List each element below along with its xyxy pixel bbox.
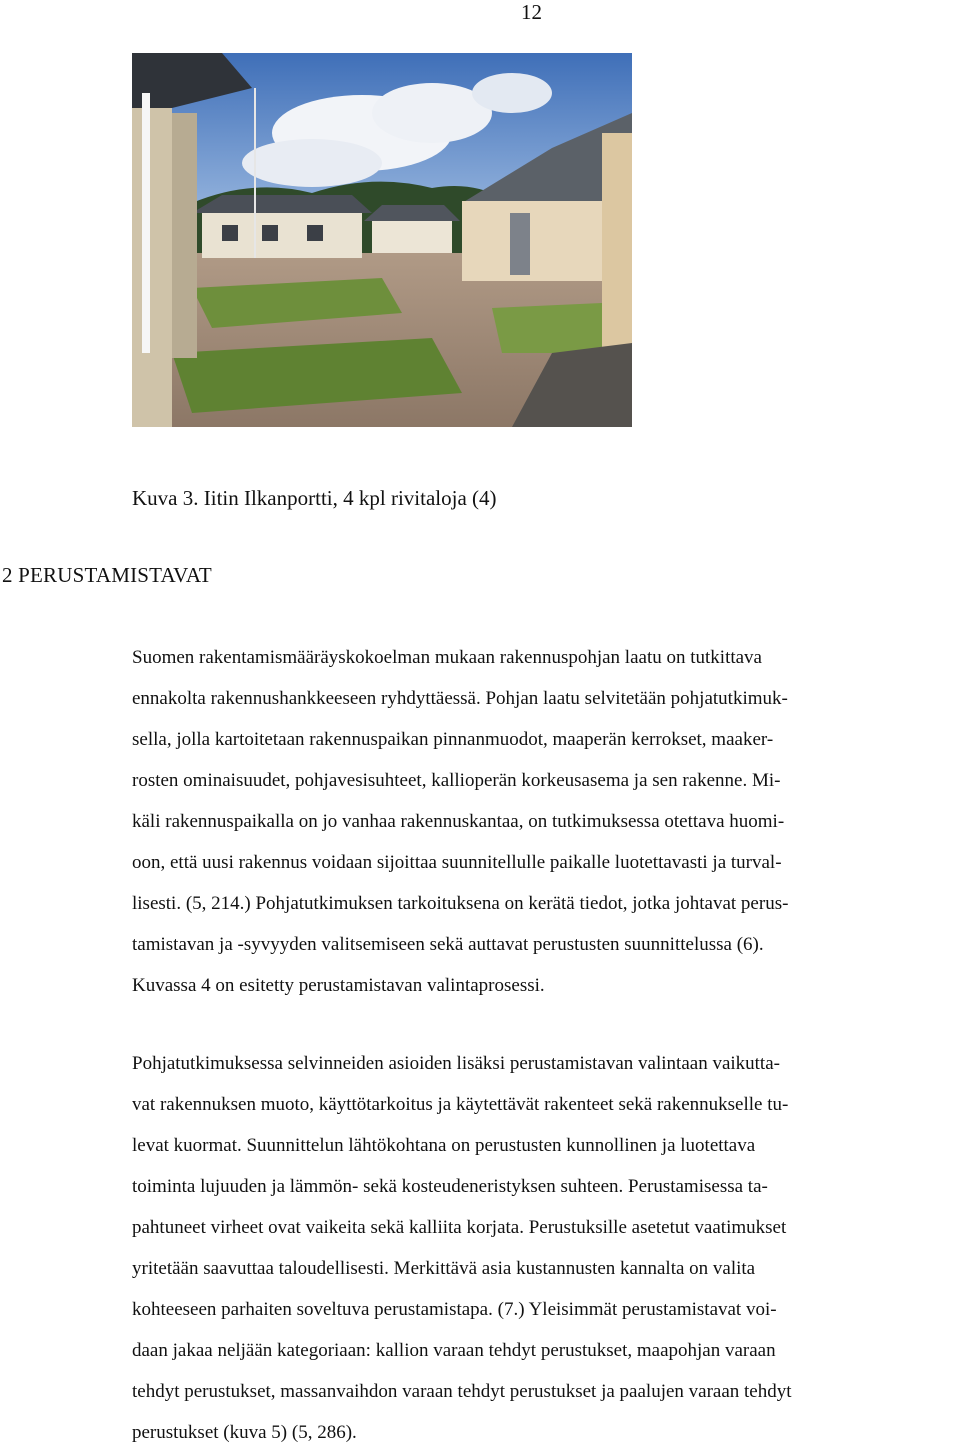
paragraph-line: daan jakaa neljään kategoriaan: kallion varaan tehdyt perustukset, maapohjan varaan	[132, 1340, 776, 1361]
paragraph	[132, 1043, 792, 1453]
downpipe	[142, 93, 150, 353]
flag-pole	[254, 88, 256, 258]
cloud	[242, 139, 382, 187]
paragraph-line: lisesti. (5, 214.) Pohjatutkimuksen tarkoituksena on kerätä tiedot, jotka johtavat perus-	[132, 893, 789, 914]
paragraph-line: käli rakennuspaikalla on jo vanhaa rakennuskantaa, on tutkimuksessa otettava huomi-	[132, 811, 785, 832]
cloud	[472, 73, 552, 113]
paragraph-line: vat rakennuksen muoto, käyttötarkoitus ja käytettävät rakenteet sekä rakennukselle tu-	[132, 1094, 789, 1115]
paragraph-line: Pohjatutkimuksessa selvinneiden asioiden lisäksi perustamistavan valintaan vaikutta-	[132, 1053, 780, 1074]
paragraph-line: ennakolta rakennushankkeeseen ryhdyttäessä. Pohjan laatu selvitetään pohjatutkimuk-	[132, 688, 788, 709]
paragraph-line: Kuvassa 4 on esitetty perustamistavan valintaprosessi.	[132, 975, 545, 996]
paragraph-line: sella, jolla kartoitetaan rakennuspaikan pinnanmuodot, maaperän kerrokset, maaker-	[132, 729, 774, 750]
paragraph-line: rosten ominaisuudet, pohjavesisuhteet, kallioperän korkeusasema ja sen rakenne. Mi-	[132, 770, 781, 791]
house-wall	[132, 53, 172, 427]
paragraph-line: tamistavan ja -syvyyden valitsemiseen sekä auttavat perustusten suunnittelussa (6).	[132, 934, 764, 955]
figure-caption: Kuva 3. Iitin Ilkanportti, 4 kpl rivitaloja (4)	[132, 486, 497, 510]
paragraph-line: perustukset (kuva 5) (5, 286).	[132, 1422, 357, 1443]
paragraph-line: tehdyt perustukset, massanvaihdon varaan tehdyt perustukset ja paalujen varaan tehdyt	[132, 1381, 792, 1402]
paragraph-line: pahtuneet virheet ovat vaikeita sekä kalliita korjata. Perustuksille asetetut vaatimukset	[132, 1217, 787, 1238]
house-door	[510, 213, 530, 275]
paragraph-line: oon, että uusi rakennus voidaan sijoittaa suunnitellulle paikalle luotettavasti ja turval-	[132, 852, 782, 873]
lawn	[492, 303, 602, 353]
paragraph-line: Suomen rakentamismääräyskokoelman mukaan rakennuspohjan laatu on tutkittava	[132, 647, 762, 668]
paragraph-line: toiminta lujuuden ja lämmön- sekä kosteudeneristyksen suhteen. Perustamisessa ta-	[132, 1176, 768, 1197]
page-number: 12	[521, 0, 542, 24]
paragraph-line: kohteeseen parhaiten soveltuva perustamistapa. (7.) Yleisimmät perustamistavat voi-	[132, 1299, 777, 1320]
house-wall	[462, 201, 602, 281]
row-house-roof	[192, 195, 372, 213]
section-heading: 2 PERUSTAMISTAVAT	[2, 563, 212, 587]
figure-photo	[132, 53, 632, 427]
paragraph-line: yritetään saavuttaa taloudellisesti. Merkittävä asia kustannusten kannalta on valita	[132, 1258, 756, 1279]
paragraph-line: levat kuormat. Suunnittelun lähtökohtana on perustusten kunnollinen ja luotettava	[132, 1135, 756, 1156]
row-house-facade	[372, 221, 452, 253]
paragraph	[132, 637, 788, 1006]
